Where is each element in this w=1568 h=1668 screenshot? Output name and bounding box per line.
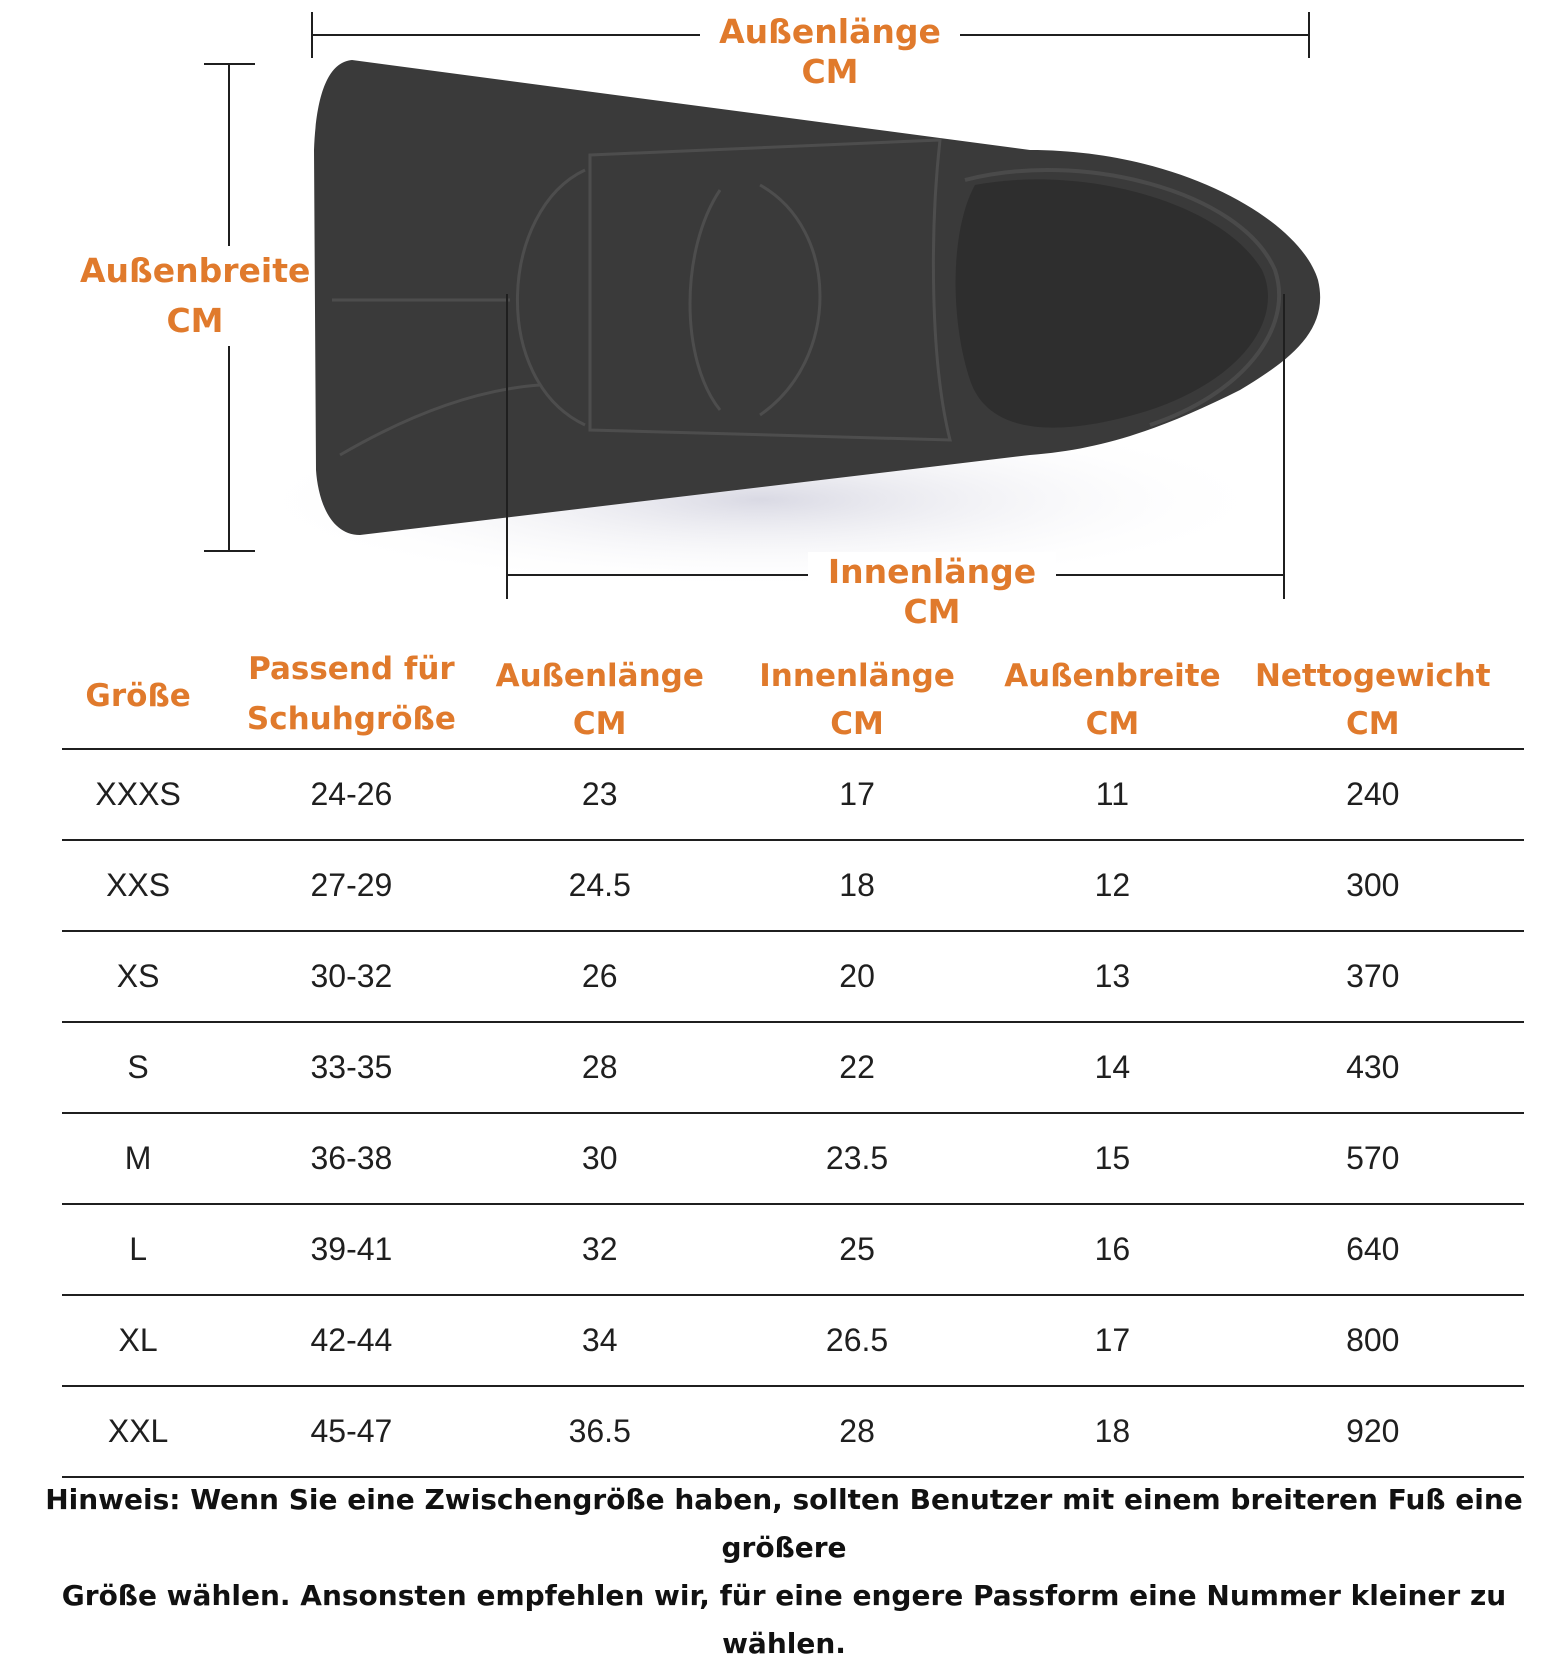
cell-inner-length: 22 (711, 1022, 1003, 1113)
cell-outer-width: 13 (1003, 931, 1221, 1022)
note-line1: Hinweis: Wenn Sie eine Zwischengröße haben, sollten Benutzer mit einem breiteren Fuß eine größere (45, 1483, 1523, 1564)
inner-length-label (808, 552, 1056, 632)
cell-net-weight: 370 (1222, 931, 1524, 1022)
outer-length-unit: CM (801, 52, 859, 91)
inner-length-text: Innenlänge (827, 552, 1037, 591)
cell-shoe-size: 24-26 (214, 749, 488, 840)
cell-size: L (62, 1204, 214, 1295)
header-inner-length (711, 644, 1003, 749)
cell-shoe-size: 45-47 (214, 1386, 488, 1477)
cell-outer-length: 24.5 (489, 840, 711, 931)
outer-width-text: Außenbreite (80, 251, 311, 290)
cell-inner-length: 18 (711, 840, 1003, 931)
cell-outer-width: 17 (1003, 1295, 1221, 1386)
cell-inner-length: 23.5 (711, 1113, 1003, 1204)
header-size-line1: Größe (85, 678, 191, 714)
header-outer-length (489, 644, 711, 749)
header-inner-length-line1: Innenlänge (759, 658, 955, 694)
size-table-header (62, 644, 1524, 749)
table-row (62, 840, 1524, 931)
table-row (62, 1204, 1524, 1295)
outer-length-text: Außenlänge (719, 12, 941, 51)
cell-outer-length: 23 (489, 749, 711, 840)
header-outer-width-line1: Außenbreite (1004, 658, 1221, 694)
cell-outer-width: 12 (1003, 840, 1221, 931)
inner-length-tick-left (506, 294, 508, 599)
cell-size: M (62, 1113, 214, 1204)
cell-net-weight: 800 (1222, 1295, 1524, 1386)
cell-shoe-size: 39-41 (214, 1204, 488, 1295)
size-table (62, 644, 1524, 1478)
header-size (62, 644, 214, 749)
table-row (62, 1113, 1524, 1204)
note (20, 1476, 1548, 1668)
table-row (62, 749, 1524, 840)
cell-size: XXXS (62, 749, 214, 840)
cell-shoe-size: 36-38 (214, 1113, 488, 1204)
cell-size: S (62, 1022, 214, 1113)
header-outer-length-line2: CM (572, 706, 627, 742)
fin-diagram (0, 0, 1568, 640)
cell-outer-length: 30 (489, 1113, 711, 1204)
cell-outer-width: 11 (1003, 749, 1221, 840)
cell-outer-width: 14 (1003, 1022, 1221, 1113)
header-outer-width-line2: CM (1085, 706, 1140, 742)
cell-size: XXS (62, 840, 214, 931)
header-net-weight-line2: CM (1345, 706, 1400, 742)
cell-inner-length: 28 (711, 1386, 1003, 1477)
cell-shoe-size: 30-32 (214, 931, 488, 1022)
inner-length-tick-right (1283, 294, 1285, 599)
header-shoe-size-line1: Passend für (248, 651, 455, 687)
cell-outer-length: 26 (489, 931, 711, 1022)
cell-shoe-size: 33-35 (214, 1022, 488, 1113)
table-row (62, 1022, 1524, 1113)
table-row (62, 1295, 1524, 1386)
cell-outer-length: 28 (489, 1022, 711, 1113)
header-shoe-size (214, 644, 488, 749)
note-line2: Größe wählen. Ansonsten empfehlen wir, für eine engere Passform eine Nummer kleiner zu wählen. (61, 1579, 1507, 1660)
cell-inner-length: 17 (711, 749, 1003, 840)
table-row (62, 931, 1524, 1022)
outer-length-label (700, 12, 960, 92)
cell-net-weight: 430 (1222, 1022, 1524, 1113)
cell-size: XS (62, 931, 214, 1022)
cell-outer-width: 18 (1003, 1386, 1221, 1477)
cell-net-weight: 920 (1222, 1386, 1524, 1477)
cell-shoe-size: 27-29 (214, 840, 488, 931)
header-outer-width (1003, 644, 1221, 749)
header-outer-length-line1: Außenlänge (495, 658, 704, 694)
table-row (62, 1386, 1524, 1477)
cell-outer-width: 15 (1003, 1113, 1221, 1204)
header-inner-length-line2: CM (830, 706, 884, 742)
cell-net-weight: 640 (1222, 1204, 1524, 1295)
size-table-body (62, 749, 1524, 1477)
inner-length-unit: CM (903, 592, 961, 631)
cell-net-weight: 300 (1222, 840, 1524, 931)
header-shoe-size-line2: Schuhgröße (246, 701, 456, 737)
cell-size: XL (62, 1295, 214, 1386)
cell-outer-width: 16 (1003, 1204, 1221, 1295)
cell-net-weight: 570 (1222, 1113, 1524, 1204)
header-net-weight-line1: Nettogewicht (1254, 658, 1491, 694)
cell-outer-length: 32 (489, 1204, 711, 1295)
header-net-weight (1222, 644, 1524, 749)
cell-outer-length: 34 (489, 1295, 711, 1386)
cell-shoe-size: 42-44 (214, 1295, 488, 1386)
cell-inner-length: 20 (711, 931, 1003, 1022)
cell-size: XXL (62, 1386, 214, 1477)
cell-inner-length: 26.5 (711, 1295, 1003, 1386)
outer-width-label (80, 246, 310, 346)
cell-outer-length: 36.5 (489, 1386, 711, 1477)
cell-inner-length: 25 (711, 1204, 1003, 1295)
outer-width-unit: CM (166, 301, 224, 340)
cell-net-weight: 240 (1222, 749, 1524, 840)
